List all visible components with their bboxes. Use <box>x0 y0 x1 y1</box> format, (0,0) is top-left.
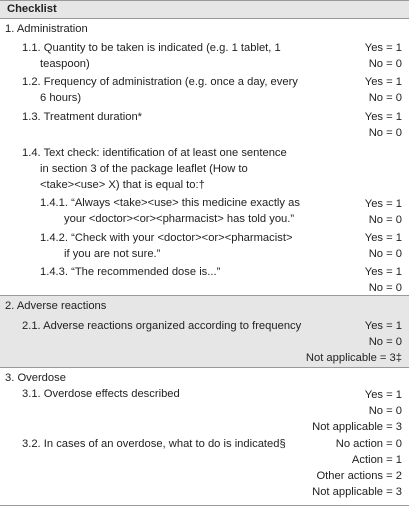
bottom-rule <box>0 505 409 506</box>
item-1-3-option-yes: Yes = 1 <box>364 111 402 123</box>
item-3-1-option-yes: Yes = 1 <box>364 389 402 401</box>
item-3-2-option-no-action: No action = 0 <box>335 438 402 450</box>
item-1-3-line-1: 1.3. Treatment duration* <box>22 111 143 123</box>
top-rule <box>0 0 409 1</box>
item-2-1-option-no: No = 0 <box>368 336 402 348</box>
item-1-1-option-no: No = 0 <box>368 58 402 70</box>
item-1-4-3-line-1: 1.4.3. “The recommended dose is...” <box>40 266 221 278</box>
header-band <box>0 0 409 19</box>
item-1-4-3-option-yes: Yes = 1 <box>364 266 402 278</box>
item-1-1-option-yes: Yes = 1 <box>364 42 402 54</box>
item-1-4-1-option-no: No = 0 <box>368 214 402 226</box>
item-3-2-option-not-applicable: Not applicable = 3 <box>312 486 402 498</box>
item-1-4-2-line-1: 1.4.2. “Check with your <doctor><or><pharmacist> <box>40 232 293 244</box>
item-1-4-3-option-no: No = 0 <box>368 282 402 294</box>
item-3-2-option-action: Action = 1 <box>351 454 402 466</box>
item-1-2-line-2: 6 hours) <box>40 92 82 104</box>
item-3-1-line-1: 3.1. Overdose effects described <box>22 388 180 400</box>
item-1-2-option-no: No = 0 <box>368 92 402 104</box>
item-1-4-2-option-no: No = 0 <box>368 248 402 260</box>
header-rule <box>0 18 409 19</box>
item-1-4-2-line-2: if you are not sure.” <box>64 248 161 260</box>
table-header: Checklist <box>7 3 57 15</box>
section-title-overdose: 3. Overdose <box>5 372 66 384</box>
item-1-2-option-yes: Yes = 1 <box>364 76 402 88</box>
item-2-1-option-not-applicable: Not applicable = 3‡ <box>305 352 402 364</box>
item-1-4-1-line-2: your <doctor><or><pharmacist> has told you.” <box>64 213 295 225</box>
section-1-rule <box>0 295 409 296</box>
item-3-2-line-1: 3.2. In cases of an overdose, what to do is indicated§ <box>22 438 286 450</box>
section-2-rule <box>0 367 409 368</box>
item-1-4-2-option-yes: Yes = 1 <box>364 232 402 244</box>
item-1-4-1-option-yes: Yes = 1 <box>364 198 402 210</box>
item-1-1-line-1: 1.1. Quantity to be taken is indicated (e.g. 1 tablet, 1 <box>22 42 281 54</box>
item-1-4-line-1: 1.4. Text check: identification of at least one sentence <box>22 147 287 159</box>
item-1-4-1-line-1: 1.4.1. “Always <take><use> this medicine exactly as <box>40 197 300 209</box>
item-1-3-option-no: No = 0 <box>368 127 402 139</box>
item-1-2-line-1: 1.2. Frequency of administration (e.g. once a day, every <box>22 76 298 88</box>
section-title-administration: 1. Administration <box>5 23 88 35</box>
item-1-4-line-3: <take><use> X) that is equal to:† <box>40 179 205 191</box>
item-2-1-option-yes: Yes = 1 <box>364 320 402 332</box>
item-1-4-line-2: in section 3 of the package leaflet (How to <box>40 163 248 175</box>
item-1-1-line-2: teaspoon) <box>40 58 90 70</box>
item-3-2-option-other-actions: Other actions = 2 <box>316 470 402 482</box>
item-3-1-option-not-applicable: Not applicable = 3 <box>312 421 402 433</box>
item-2-1-line-1: 2.1. Adverse reactions organized according to frequency <box>22 320 302 332</box>
section-title-adverse-reactions: 2. Adverse reactions <box>5 300 107 312</box>
item-3-1-option-no: No = 0 <box>368 405 402 417</box>
